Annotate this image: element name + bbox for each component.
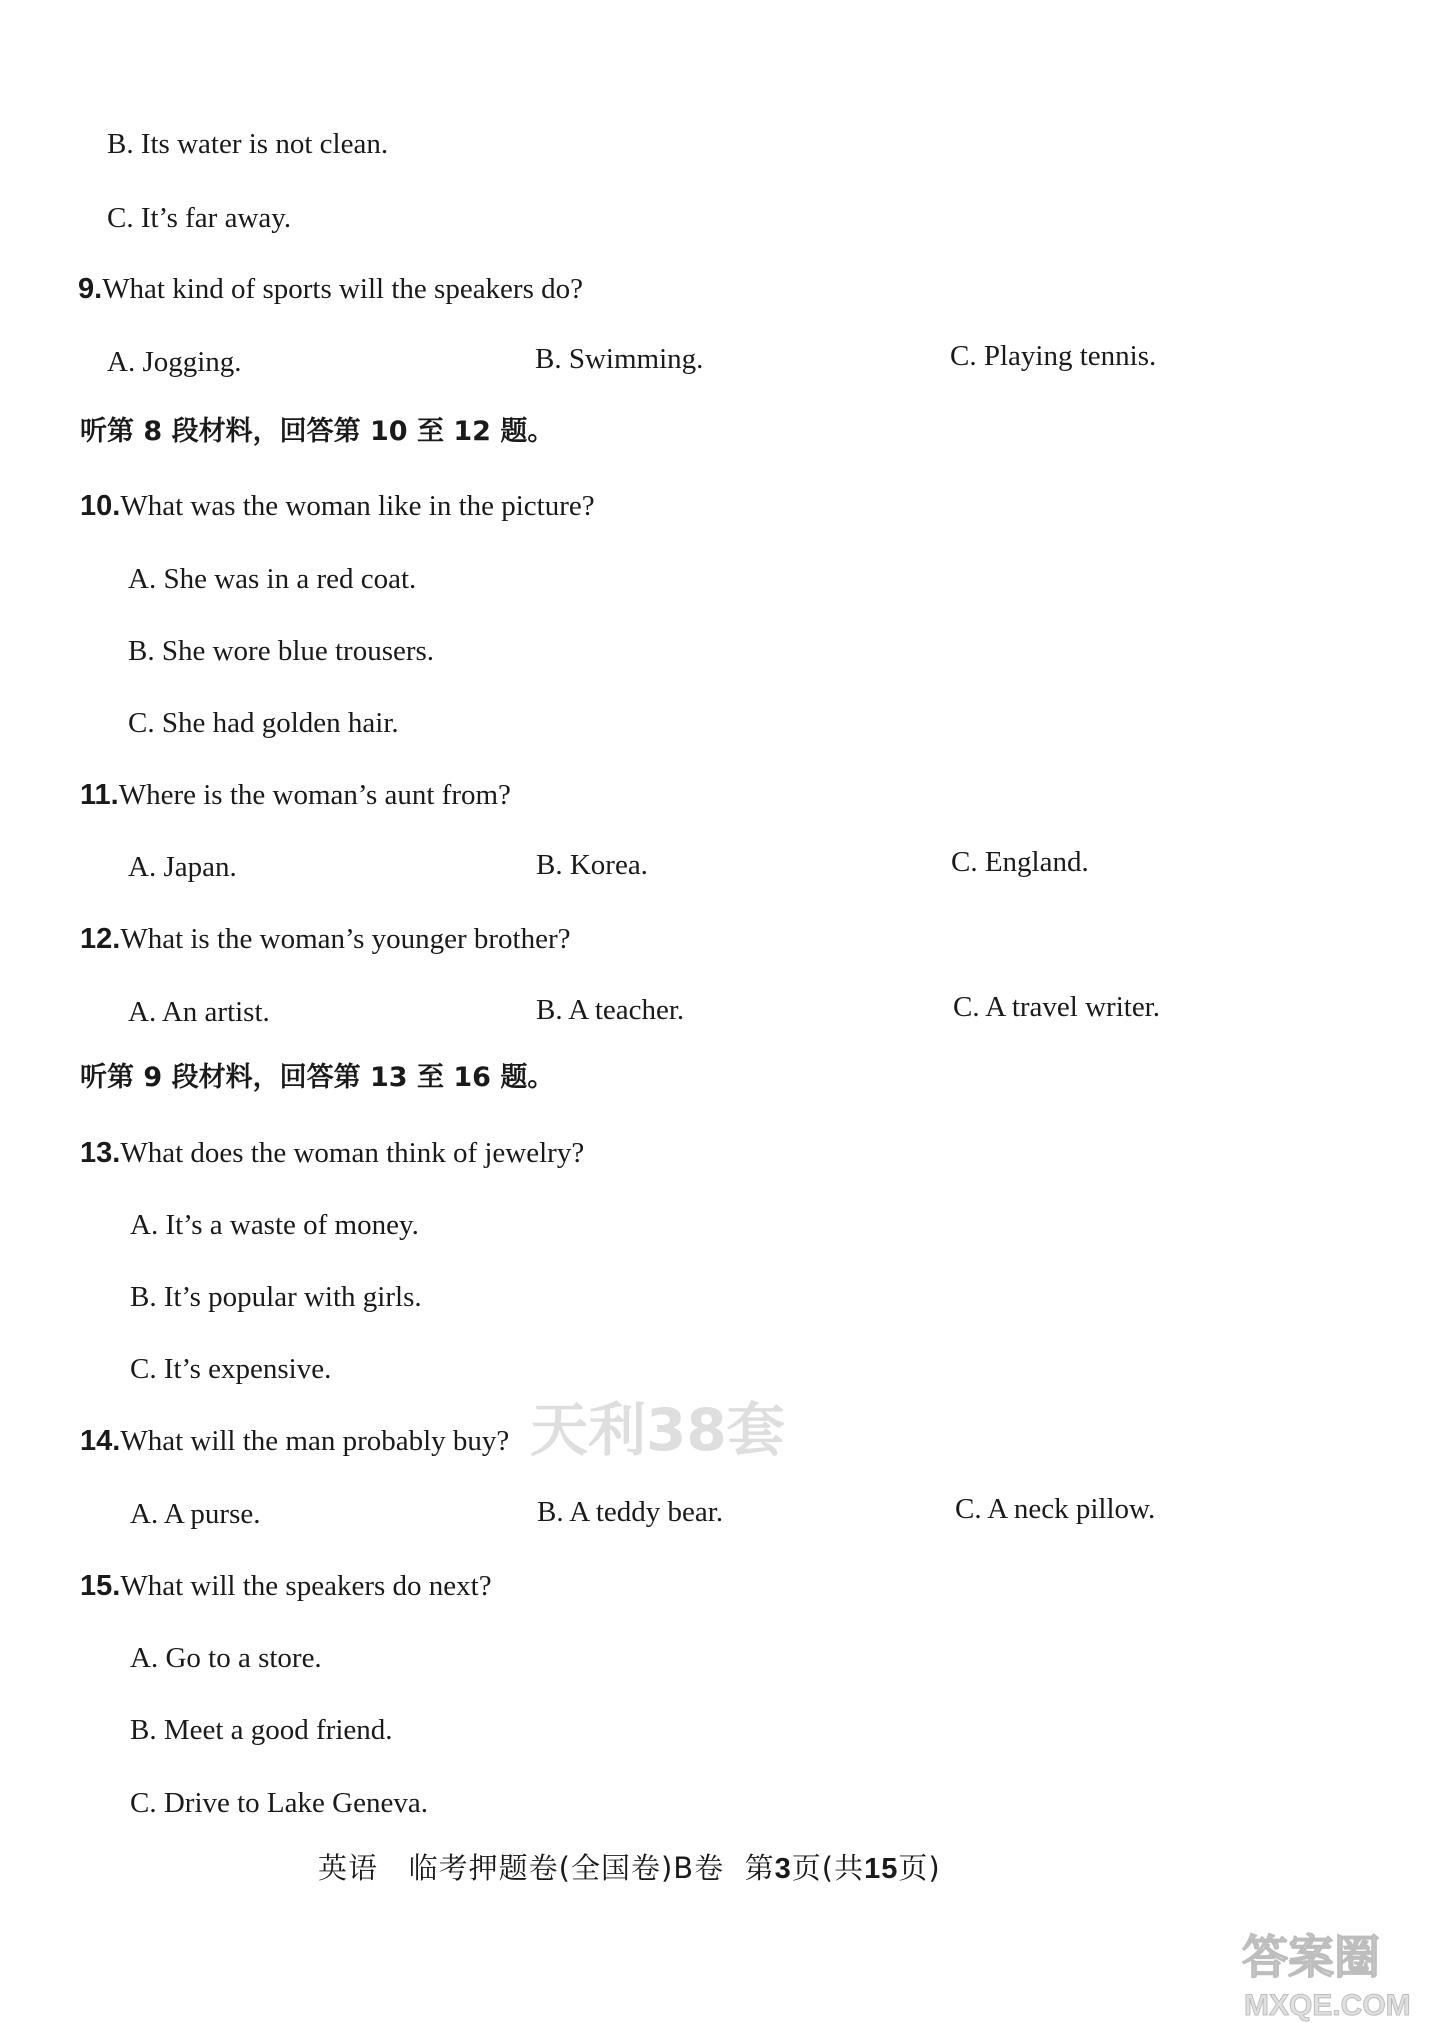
question-number: 11. bbox=[80, 779, 119, 811]
footer-title: 临考押题卷(全国卷)B卷 bbox=[408, 1851, 725, 1885]
option-c: C. A travel writer. bbox=[953, 991, 1160, 1023]
question-number: 12. bbox=[80, 923, 121, 955]
question-11 bbox=[80, 781, 511, 810]
option-c: C. England. bbox=[951, 846, 1089, 878]
option-a: A. A purse. bbox=[130, 1498, 261, 1530]
option-c: C. It’s far away. bbox=[107, 202, 292, 234]
option-b: B. A teddy bear. bbox=[537, 1496, 724, 1528]
option-c: C. Drive to Lake Geneva. bbox=[130, 1787, 428, 1819]
watermark-text: 天利38套 bbox=[530, 1396, 785, 1464]
question-text: What will the speakers do next? bbox=[120, 1570, 492, 1602]
question-text: What is the woman’s younger brother? bbox=[120, 923, 571, 955]
corner-watermark-top: 答案圈 bbox=[1242, 1930, 1380, 1984]
question-text: What will the man probably buy? bbox=[120, 1425, 510, 1457]
question-9 bbox=[78, 275, 583, 304]
question-14 bbox=[80, 1427, 509, 1456]
option-a: A. Japan. bbox=[128, 851, 237, 883]
section-heading: 听第 8 段材料，回答第 10 至 12 题。 bbox=[80, 416, 555, 447]
section-heading: 听第 9 段材料，回答第 13 至 16 题。 bbox=[80, 1062, 555, 1093]
watermark-logo bbox=[520, 1360, 900, 1490]
corner-watermark-bottom: MXQE.COM bbox=[1244, 1989, 1411, 2022]
footer-page-mid: 页(共 bbox=[791, 1851, 865, 1885]
question-13 bbox=[80, 1139, 584, 1168]
question-text: What kind of sports will the speakers do? bbox=[102, 273, 583, 305]
corner-watermark bbox=[1240, 1915, 1435, 2023]
page-footer bbox=[318, 1846, 941, 1887]
question-10 bbox=[80, 492, 595, 521]
question-15 bbox=[80, 1572, 492, 1601]
option-b: B. It’s popular with girls. bbox=[130, 1281, 422, 1313]
question-number: 14. bbox=[80, 1425, 121, 1457]
option-c: C. She had golden hair. bbox=[128, 707, 399, 739]
question-12 bbox=[80, 925, 571, 954]
footer-page-number: 3 bbox=[774, 1853, 792, 1885]
option-a: A. It’s a waste of money. bbox=[130, 1209, 419, 1241]
footer-total-pages: 15 bbox=[864, 1853, 899, 1885]
option-b: B. She wore blue trousers. bbox=[128, 635, 435, 667]
option-b: B. A teacher. bbox=[536, 994, 685, 1026]
question-number: 15. bbox=[80, 1570, 121, 1602]
question-text: Where is the woman’s aunt from? bbox=[118, 779, 511, 811]
question-number: 9. bbox=[78, 273, 103, 305]
footer-page-suffix: 页) bbox=[898, 1851, 941, 1885]
option-c: C. A neck pillow. bbox=[955, 1493, 1156, 1525]
footer-page-prefix: 第 bbox=[744, 1851, 775, 1885]
question-text: What does the woman think of jewelry? bbox=[120, 1137, 585, 1169]
option-a: A. She was in a red coat. bbox=[128, 563, 417, 595]
option-c: C. It’s expensive. bbox=[130, 1353, 332, 1385]
option-b: B. Meet a good friend. bbox=[130, 1714, 393, 1746]
option-a: A. An artist. bbox=[128, 996, 270, 1028]
footer-subject: 英语 bbox=[318, 1851, 379, 1885]
option-b: B. Swimming. bbox=[535, 343, 704, 375]
question-number: 10. bbox=[80, 490, 121, 522]
option-a: A. Go to a store. bbox=[130, 1642, 322, 1674]
option-b: B. Korea. bbox=[536, 849, 648, 881]
question-number: 13. bbox=[80, 1137, 121, 1169]
option-b: B. Its water is not clean. bbox=[107, 128, 389, 160]
option-a: A. Jogging. bbox=[107, 346, 242, 378]
option-c: C. Playing tennis. bbox=[950, 340, 1157, 372]
question-text: What was the woman like in the picture? bbox=[120, 490, 595, 522]
